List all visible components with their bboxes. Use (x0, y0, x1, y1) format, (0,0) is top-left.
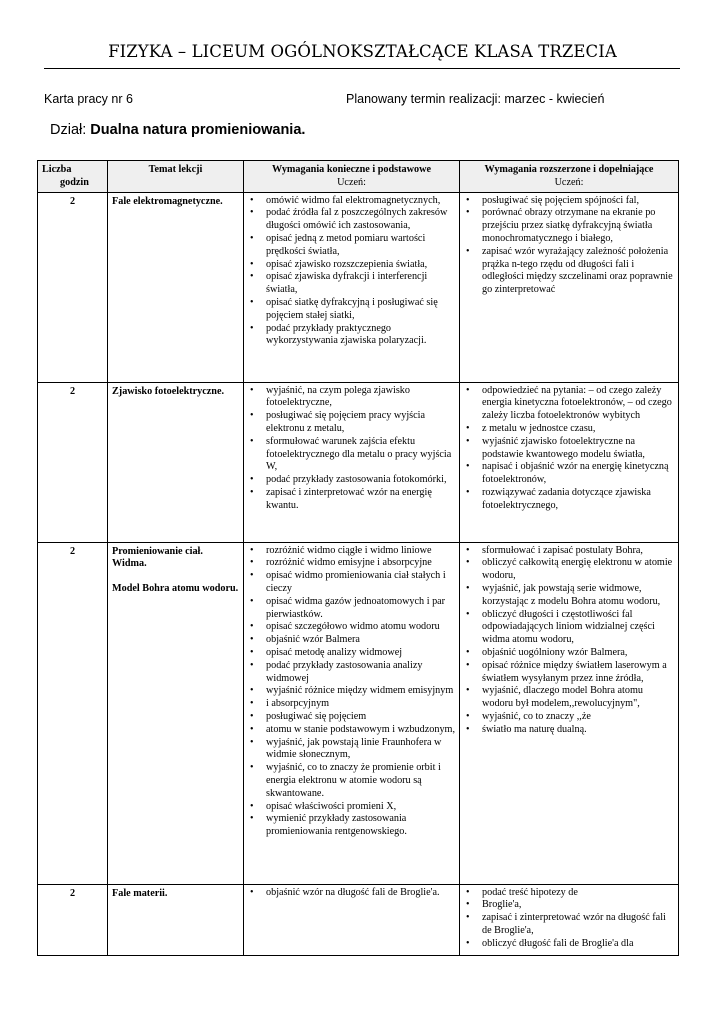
list-item: • zapisać wzór wyrażający zależność położenia prążka n-tego rzędu od długości fali i odległości między szczelinami oraz poprawnie go zinterpretować (460, 246, 674, 297)
header-extended (460, 161, 679, 193)
list-item: • podać przykłady zastosowania fotokomórki, (244, 474, 455, 487)
table-row (38, 192, 679, 382)
extended-requirement-list (460, 385, 674, 513)
header-basic (244, 161, 460, 193)
row-extended-requirements (460, 884, 679, 955)
row-hours: 2 (38, 542, 108, 884)
row-hours: 2 (38, 192, 108, 382)
list-item: • i absorpcyjnym (244, 698, 455, 711)
row-basic-requirements (244, 382, 460, 542)
row-extended-requirements (460, 382, 679, 542)
list-item: • posługiwać się pojęciem pracy wyjścia elektronu z metalu, (244, 410, 455, 436)
title-underline (44, 68, 680, 69)
list-item: • rozróżnić widmo ciągłe i widmo liniowe (244, 545, 455, 558)
list-item: • podać źródła fal z poszczególnych zakresów długości omówić ich zastosowania, (244, 207, 455, 233)
row-hours: 2 (38, 884, 108, 955)
topic-title: Fale elektromagnetyczne. (112, 195, 223, 207)
list-item: • omówić widmo fal elektromagnetycznych, (244, 195, 455, 208)
row-hours: 2 (38, 382, 108, 542)
list-item: • opisać widmo promieniowania ciał stałych i cieczy (244, 570, 455, 596)
basic-requirement-list (244, 545, 455, 839)
list-item: • wymienić przykłady zastosowania promieniowania rentgenowskiego. (244, 813, 455, 839)
row-topic (108, 542, 244, 884)
header-topic: Temat lekcji (108, 161, 244, 193)
section-heading (50, 122, 305, 138)
header-hours-line2: godzin (60, 176, 89, 188)
section-label: Dział: (50, 122, 87, 138)
requirements-table (37, 160, 679, 956)
page-title: FIZYKA – LICEUM OGÓLNOKSZTAŁCĄCE KLASA TRZECIA (108, 42, 617, 61)
header-extended-sub: Uczeń: (554, 176, 584, 188)
section-name: Dualna natura promieniowania. (90, 122, 306, 138)
row-basic-requirements (244, 192, 460, 382)
topic-subtitle: Model Bohra atomu wodoru. (112, 583, 239, 595)
list-item: • objaśnić wzór Balmera (244, 634, 455, 647)
list-item: • opisać różnice między światłem laserowym a światłem wysyłanym przez inne źródła, (460, 660, 674, 686)
list-item: • opisać właściwości promieni X, (244, 801, 455, 814)
basic-requirement-list (244, 385, 455, 513)
header-basic-sub: Uczeń: (337, 176, 366, 188)
list-item: • odpowiedzieć na pytania: – od czego zależy energia kinetyczna fotoelektronów, – od czego zależy liczba fotoelektronów wybitych (460, 385, 674, 423)
list-item: • zapisać i zinterpretować wzór na długość fali de Broglie'a, (460, 912, 674, 938)
list-item: • podać przykłady zastosowania analizy widmowej (244, 660, 455, 686)
list-item: • sformułować i zapisać postulaty Bohra, (460, 545, 674, 558)
row-extended-requirements (460, 542, 679, 884)
worksheet-number: Karta pracy nr 6 (44, 92, 133, 106)
extended-requirement-list (460, 545, 674, 737)
list-item: • wyjaśnić, dlaczego model Bohra atomu wodoru był modelem,,rewolucyjnym", (460, 685, 674, 711)
topic-title: Promieniowanie ciał. Widma. (112, 545, 203, 570)
list-item: • posługiwać się pojęciem (244, 711, 455, 724)
list-item: • światło ma naturę dualną. (460, 724, 674, 737)
list-item: • podać przykłady praktycznego wykorzystywania zjawiska polaryzacji. (244, 323, 455, 349)
list-item: • opisać zjawiska dyfrakcji i interferencji światła, (244, 271, 455, 297)
list-item: • obliczyć długości i częstotliwości fal odpowiadających liniom widzialnej części widma atomu wodoru, (460, 609, 674, 647)
list-item: • posługiwać się pojęciem spójności fal, (460, 195, 674, 208)
topic-title: Fale materii. (112, 887, 168, 899)
list-item: • opisać jedną z metod pomiaru wartości prędkości światła, (244, 233, 455, 259)
list-item: • wyjaśnić, jak powstają linie Fraunhofera w widmie słonecznym, (244, 737, 455, 763)
list-item: • Broglie'a, (460, 899, 674, 912)
list-item: • napisać i objaśnić wzór na energię kinetyczną fotoelektronów, (460, 461, 674, 487)
basic-requirement-list (244, 887, 455, 900)
header-hours-line1: Liczba (42, 164, 72, 175)
list-item: • rozwiązywać zadania dotyczące zjawiska fotoelektrycznego, (460, 487, 674, 513)
row-basic-requirements (244, 884, 460, 955)
list-item: • objaśnić wzór na długość fali de Broglie'a. (244, 887, 455, 900)
list-item: • zapisać i zinterpretować wzór na energię kwantu. (244, 487, 455, 513)
list-item: • opisać szczegółowo widmo atomu wodoru (244, 621, 455, 634)
list-item: • podać treść hipotezy de (460, 887, 674, 900)
list-item: • obliczyć długość fali de Broglie'a dla (460, 938, 674, 951)
header-basic-title: Wymagania konieczne i podstawowe (272, 164, 431, 175)
list-item: • obliczyć całkowitą energię elektronu w atomie wodoru, (460, 557, 674, 583)
table-header-row (38, 161, 679, 193)
header-hours (38, 161, 108, 193)
list-item: • sformułować warunek zajścia efektu fotoelektrycznego dla metalu o pracy wyjścia W, (244, 436, 455, 474)
list-item: • opisać widma gazów jednoatomowych i par pierwiastków. (244, 596, 455, 622)
list-item: • wyjaśnić różnice między widmem emisyjnym (244, 685, 455, 698)
header-extended-title: Wymagania rozszerzone i dopełniające (484, 164, 654, 175)
table-row (38, 542, 679, 884)
planned-term: Planowany termin realizacji: marzec - kwiecień (346, 92, 605, 106)
list-item: • porównać obrazy otrzymane na ekranie po przejściu przez siatkę dyfrakcyjną światła monochromatycznego i białego, (460, 207, 674, 245)
list-item: • opisać zjawisko rozszczepienia światła, (244, 259, 455, 272)
table-row (38, 884, 679, 955)
table-row (38, 382, 679, 542)
basic-requirement-list (244, 195, 455, 349)
list-item: • wyjaśnić, na czym polega zjawisko fotoelektryczne, (244, 385, 455, 411)
list-item: • opisać siatkę dyfrakcyjną i posługiwać się pojęciem stałej siatki, (244, 297, 455, 323)
list-item: • wyjaśnić, co to znaczy że promienie orbit i energia elektronu w atomie wodoru są skwantowane. (244, 762, 455, 800)
extended-requirement-list (460, 887, 674, 951)
topic-title: Zjawisko fotoelektryczne. (112, 385, 225, 397)
list-item: • opisać metodę analizy widmowej (244, 647, 455, 660)
list-item: • atomu w stanie podstawowym i wzbudzonym, (244, 724, 455, 737)
list-item: • rozróżnić widmo emisyjne i absorpcyjne (244, 557, 455, 570)
list-item: • objaśnić uogólniony wzór Balmera, (460, 647, 674, 660)
row-topic (108, 884, 244, 955)
extended-requirement-list (460, 195, 674, 297)
list-item: • wyjaśnić, jak powstają serie widmowe, korzystając z modelu Bohra atomu wodoru, (460, 583, 674, 609)
list-item: • wyjaśnić zjawisko fotoelektryczne na podstawie kwantowego modelu światła, (460, 436, 674, 462)
row-extended-requirements (460, 192, 679, 382)
list-item: • z metalu w jednostce czasu, (460, 423, 674, 436)
row-topic (108, 382, 244, 542)
row-topic (108, 192, 244, 382)
row-basic-requirements (244, 542, 460, 884)
list-item: • wyjaśnić, co to znaczy ,,że (460, 711, 674, 724)
